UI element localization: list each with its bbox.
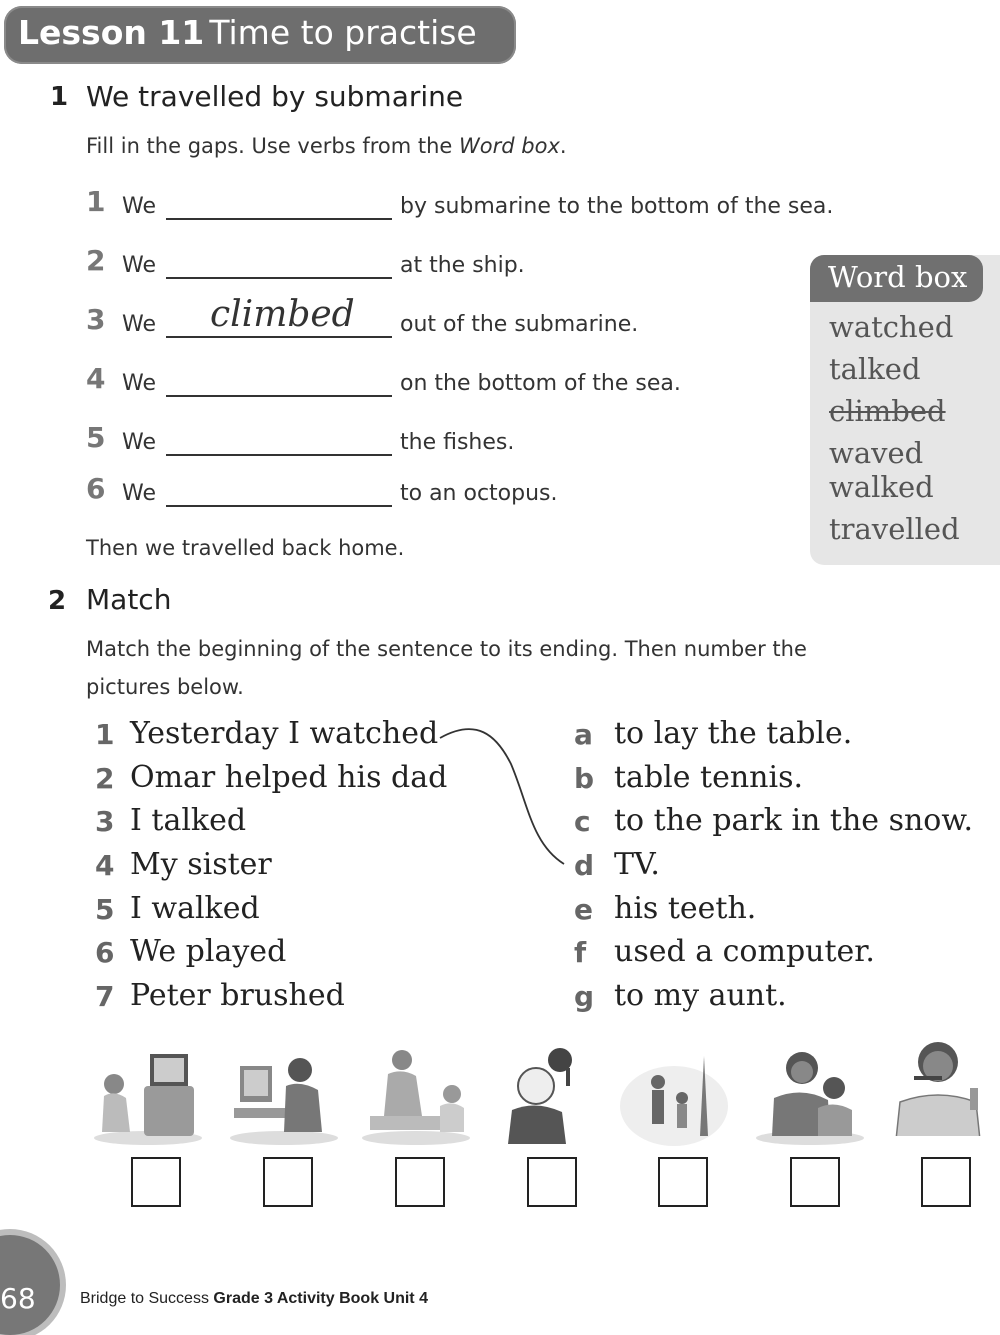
match-beginning-number: 4 <box>95 849 115 882</box>
word-box-title: Word box <box>810 255 983 302</box>
word-box-word: watched <box>829 310 954 344</box>
match-ending-letter: a <box>574 718 593 751</box>
match-ending-letter: f <box>574 936 587 969</box>
picture-number-box[interactable] <box>921 1157 971 1207</box>
section-1-closing: Then we travelled back home. <box>86 536 405 560</box>
lesson-subtitle: Time to practise <box>209 13 477 52</box>
picture-number-box[interactable] <box>263 1157 313 1207</box>
gap-item-number: 5 <box>86 421 106 454</box>
word-box-word: travelled <box>829 512 960 546</box>
gap-item-start: We <box>122 371 156 396</box>
picture-number-box[interactable] <box>131 1157 181 1207</box>
gap-item-start: We <box>122 481 156 506</box>
match-beginning-number: 6 <box>95 936 115 969</box>
section-1-instruction: Fill in the gaps. Use verbs from the Word box. <box>86 134 567 158</box>
picture-boy-brushing-teeth <box>884 1036 996 1136</box>
lesson-number: Lesson 11 <box>18 13 205 52</box>
gap-item-end: by submarine to the bottom of the sea. <box>400 194 834 219</box>
gap-answer-field[interactable] <box>166 190 392 220</box>
lesson-title <box>18 13 477 52</box>
picture-number-box[interactable] <box>527 1157 577 1207</box>
match-beginning-number: 7 <box>95 980 115 1013</box>
word-box-word: waved <box>829 436 924 470</box>
gap-item-number: 1 <box>86 185 106 218</box>
gap-item-number: 4 <box>86 362 106 395</box>
match-beginning-number: 1 <box>95 718 115 751</box>
match-beginning-number: 2 <box>95 762 115 795</box>
picture-number-box[interactable] <box>790 1157 840 1207</box>
match-ending-text: table tennis. <box>614 760 804 795</box>
picture-girl-and-aunt <box>754 1046 866 1146</box>
match-ending-text: TV. <box>614 847 660 882</box>
match-beginning-text: Omar helped his dad <box>130 760 448 795</box>
gap-item-number: 6 <box>86 472 106 505</box>
gap-item-start: We <box>122 430 156 455</box>
picture-boy-watching-tv <box>92 1046 204 1146</box>
word-box-word: walked <box>829 470 934 504</box>
page-number: 68 <box>0 1282 36 1315</box>
gap-item-end: on the bottom of the sea. <box>400 371 681 396</box>
match-beginning-text: My sister <box>130 847 272 882</box>
match-beginning-text: I walked <box>130 891 260 926</box>
footer-text: Bridge to Success Grade 3 Activity Book Unit 4 <box>80 1290 428 1307</box>
match-beginning-text: I talked <box>130 803 247 838</box>
section-2-instruction-line1: Match the beginning of the sentence to its ending. Then number the <box>86 637 807 661</box>
match-beginning-text: Peter brushed <box>130 978 345 1013</box>
gap-item-end: the fishes. <box>400 430 515 455</box>
match-ending-letter: b <box>574 762 595 795</box>
gap-item-end: to an octopus. <box>400 481 558 506</box>
word-box-word: climbed <box>829 394 946 428</box>
gap-answer-field[interactable] <box>166 249 392 279</box>
section-1-number: 1 <box>50 82 69 112</box>
gap-answer-field[interactable] <box>166 426 392 456</box>
picture-girl-using-computer <box>228 1046 340 1146</box>
match-ending-text: to my aunt. <box>614 978 787 1013</box>
picture-boy-and-dad-laying-table <box>360 1046 472 1146</box>
gap-item-number: 3 <box>86 303 106 336</box>
word-box-word: talked <box>829 352 921 386</box>
match-beginning-text: Yesterday I watched <box>130 716 439 751</box>
lesson-header <box>4 6 516 64</box>
match-beginning-number: 5 <box>95 893 115 926</box>
gap-item-end: out of the submarine. <box>400 312 639 337</box>
match-ending-letter: g <box>574 980 595 1013</box>
section-1-title: We travelled by submarine <box>86 80 464 113</box>
match-ending-letter: c <box>574 805 591 838</box>
gap-answer-field[interactable] <box>166 477 392 507</box>
gap-item-start: We <box>122 194 156 219</box>
gap-answer-field[interactable] <box>166 367 392 397</box>
gap-item-start: We <box>122 253 156 278</box>
picture-people-walking-in-snow <box>618 1046 730 1146</box>
picture-number-box[interactable] <box>658 1157 708 1207</box>
example-match-line <box>436 724 571 870</box>
match-ending-text: to the park in the snow. <box>614 803 974 838</box>
match-beginning-number: 3 <box>95 805 115 838</box>
match-ending-letter: d <box>574 849 595 882</box>
match-ending-text: his teeth. <box>614 891 757 926</box>
match-beginning-text: We played <box>130 934 287 969</box>
picture-boy-playing-table-tennis <box>492 1046 604 1146</box>
gap-answer-text: climbed <box>210 294 355 335</box>
match-ending-letter: e <box>574 893 593 926</box>
match-ending-text: to lay the table. <box>614 716 853 751</box>
match-ending-text: used a computer. <box>614 934 875 969</box>
gap-item-end: at the ship. <box>400 253 525 278</box>
section-2-number: 2 <box>48 586 67 616</box>
section-2-instruction-line2: pictures below. <box>86 675 244 699</box>
gap-item-start: We <box>122 312 156 337</box>
picture-number-box[interactable] <box>395 1157 445 1207</box>
section-2-title: Match <box>86 583 172 616</box>
gap-item-number: 2 <box>86 244 106 277</box>
